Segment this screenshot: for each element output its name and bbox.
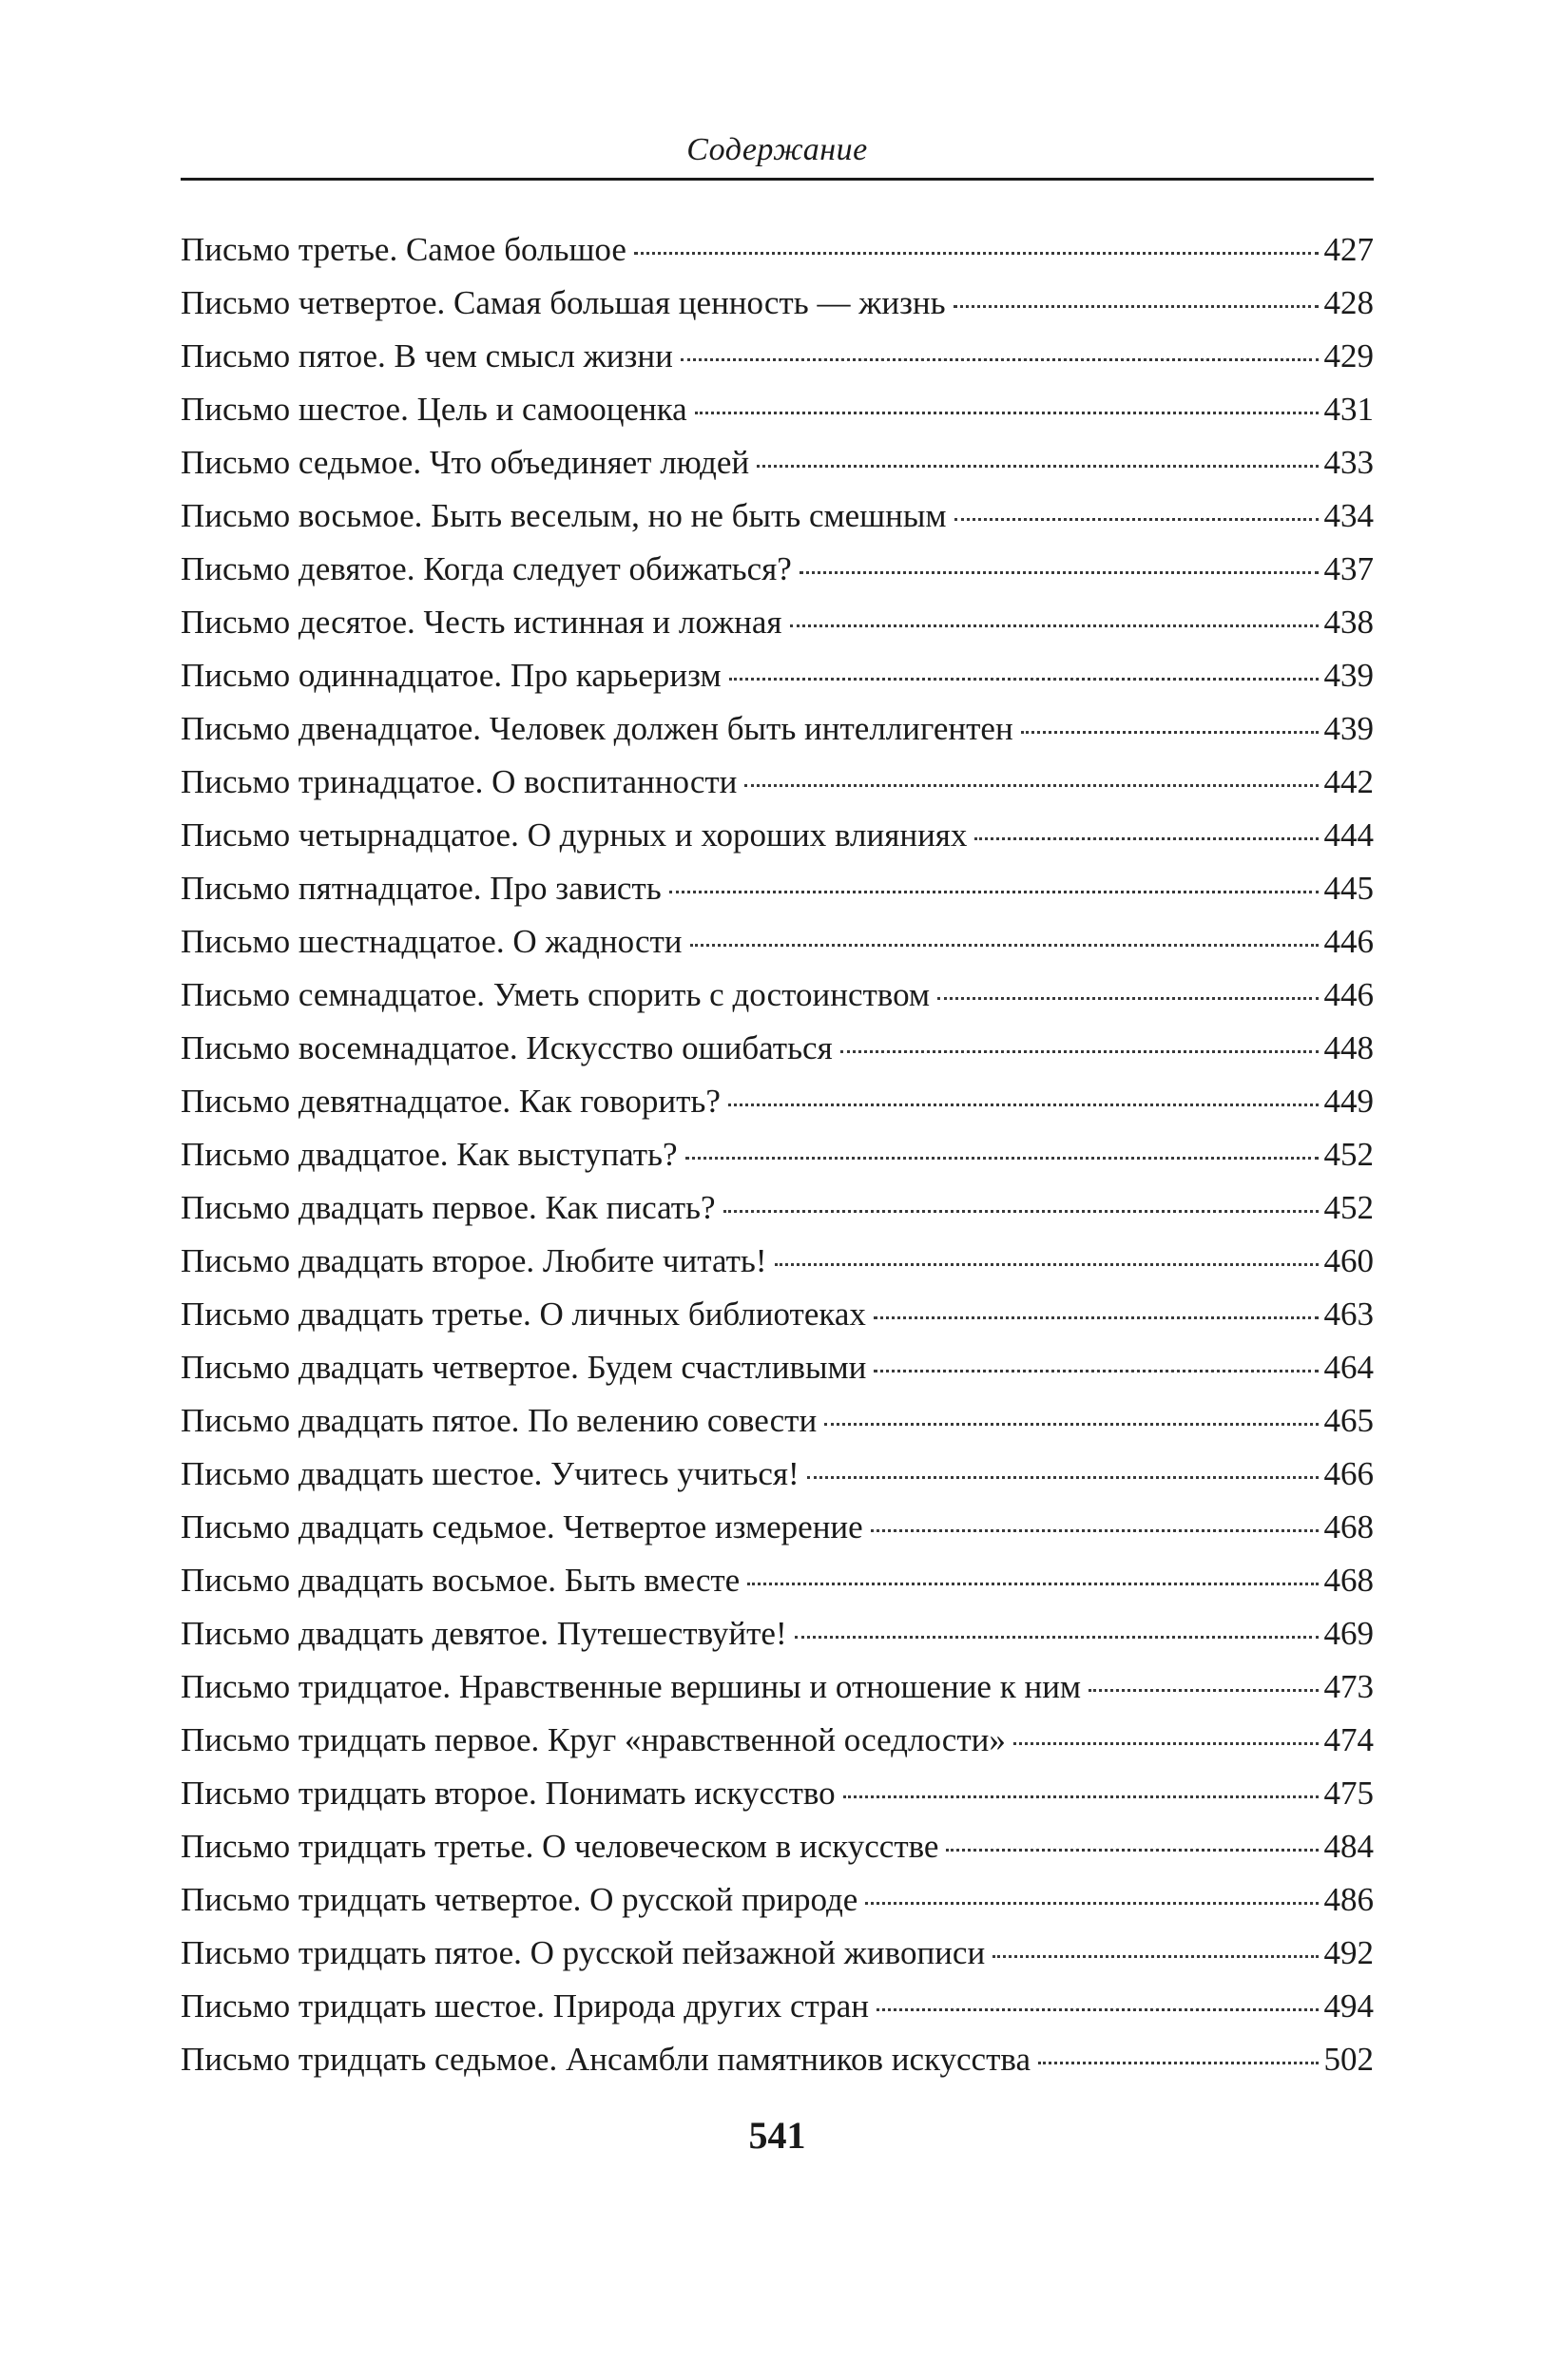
toc-entry-page: 466: [1323, 1455, 1374, 1492]
toc-entry-title: Письмо девятнадцатое. Как говорить?: [181, 1083, 721, 1120]
toc-entry-page: 452: [1323, 1189, 1374, 1226]
toc-entry: [181, 649, 1374, 702]
toc-entry: [181, 436, 1374, 489]
toc-entry: [181, 862, 1374, 915]
dot-leader: [634, 252, 1319, 255]
dot-leader: [1021, 731, 1319, 734]
header-rule: [181, 178, 1374, 181]
toc-entry: [181, 702, 1374, 756]
dot-leader: [946, 1849, 1318, 1852]
toc-entry-title: Письмо двадцать второе. Любите читать!: [181, 1242, 767, 1279]
toc-entry: [181, 1288, 1374, 1341]
dot-leader: [728, 1104, 1319, 1106]
toc-entry-title: Письмо шестнадцатое. О жадности: [181, 923, 683, 960]
toc-entry-page: 473: [1323, 1668, 1374, 1705]
toc-entry-title: Письмо тридцать пятое. О русской пейзажной живописи: [181, 1934, 986, 1971]
toc-entry: [181, 1554, 1374, 1607]
toc-entry-title: Письмо тридцать второе. Понимать искусство: [181, 1775, 836, 1812]
dot-leader: [1038, 2062, 1319, 2064]
toc-entry: [181, 1022, 1374, 1075]
toc-entry-title: Письмо двадцать пятое. По велению совести: [181, 1402, 818, 1439]
toc-entry-title: Письмо десятое. Честь истинная и ложная: [181, 604, 782, 641]
dot-leader: [877, 2008, 1318, 2011]
page-number: 541: [748, 2114, 806, 2157]
toc-entry-title: Письмо двенадцатое. Человек должен быть интеллигентен: [181, 710, 1013, 747]
toc-entry-title: Письмо четвертое. Самая большая ценность — жизнь: [181, 284, 946, 321]
dot-leader: [954, 305, 1319, 308]
toc-entry: [181, 1128, 1374, 1181]
toc-entry: [181, 223, 1374, 277]
toc-entry-title: Письмо двадцатое. Как выступать?: [181, 1136, 678, 1173]
dot-leader: [795, 1636, 1319, 1639]
toc-entry: [181, 756, 1374, 809]
toc-entry: [181, 1448, 1374, 1501]
toc-entry-page: 446: [1323, 923, 1374, 960]
dot-leader: [1089, 1689, 1318, 1692]
toc-entry: [181, 383, 1374, 436]
dot-leader: [775, 1263, 1319, 1266]
toc-entry-page: 486: [1323, 1881, 1374, 1918]
dot-leader: [1013, 1742, 1319, 1745]
dot-leader: [874, 1370, 1318, 1372]
toc-entry-page: 437: [1323, 550, 1374, 587]
toc-entry-page: 468: [1323, 1508, 1374, 1545]
toc-entry-page: 442: [1323, 763, 1374, 800]
toc-entry-title: Письмо пятое. В чем смысл жизни: [181, 337, 673, 374]
toc-entry-title: Письмо двадцать первое. Как писать?: [181, 1189, 716, 1226]
toc-entry-title: Письмо пятнадцатое. Про зависть: [181, 870, 662, 907]
toc-entry-page: 492: [1323, 1934, 1374, 1971]
dot-leader: [729, 678, 1319, 681]
dot-leader: [954, 518, 1319, 521]
dot-leader: [669, 891, 1319, 893]
toc-entry-page: 474: [1323, 1721, 1374, 1758]
toc-entry-title: Письмо двадцать седьмое. Четвертое измерение: [181, 1508, 863, 1545]
toc-entry-page: 433: [1323, 444, 1374, 481]
dot-leader: [690, 944, 1319, 947]
toc-entry-page: 427: [1323, 231, 1374, 268]
toc-entry: [181, 489, 1374, 543]
toc-entry-title: Письмо седьмое. Что объединяет людей: [181, 444, 750, 481]
toc-entry-page: 439: [1323, 657, 1374, 694]
toc-entry-page: 429: [1323, 337, 1374, 374]
toc-entry-page: 452: [1323, 1136, 1374, 1173]
toc-entry: [181, 543, 1374, 596]
toc-entry: [181, 1607, 1374, 1660]
dot-leader: [937, 997, 1318, 1000]
toc-entry-page: 475: [1323, 1775, 1374, 1812]
toc-entry-title: Письмо одиннадцатое. Про карьеризм: [181, 657, 722, 694]
toc-entry: [181, 1075, 1374, 1128]
dot-leader: [865, 1902, 1318, 1905]
toc-entry: [181, 809, 1374, 862]
toc-entry-page: 464: [1323, 1349, 1374, 1386]
toc-entry-title: Письмо тридцать шестое. Природа других стран: [181, 1987, 870, 2025]
toc-entry-page: 446: [1323, 976, 1374, 1013]
toc-entry-page: 463: [1323, 1296, 1374, 1333]
toc-entry-page: 448: [1323, 1029, 1374, 1066]
dot-leader: [685, 1157, 1319, 1160]
toc-entry-title: Письмо тринадцатое. О воспитанности: [181, 763, 738, 800]
toc-entry-page: 494: [1323, 1987, 1374, 2025]
toc-entry-title: Письмо двадцать четвертое. Будем счастливыми: [181, 1349, 867, 1386]
toc-entry: [181, 1927, 1374, 1980]
dot-leader: [871, 1529, 1319, 1532]
dot-leader: [681, 358, 1319, 361]
toc-entry-title: Письмо шестое. Цель и самооценка: [181, 391, 687, 428]
toc-entry: [181, 1820, 1374, 1873]
toc-entry-title: Письмо тридцатое. Нравственные вершины и отношение к ним: [181, 1668, 1082, 1705]
toc-entry-page: 444: [1323, 816, 1374, 854]
dot-leader: [840, 1050, 1319, 1053]
toc-entry-title: Письмо двадцать шестое. Учитесь учиться!: [181, 1455, 800, 1492]
toc-entry-title: Письмо тридцать четвертое. О русской природе: [181, 1881, 858, 1918]
toc-entry-title: Письмо тридцать седьмое. Ансамбли памятников искусства: [181, 2041, 1031, 2078]
toc-entry: [181, 1181, 1374, 1235]
dot-leader: [744, 784, 1318, 787]
toc-entry: [181, 1235, 1374, 1288]
dot-leader: [747, 1583, 1318, 1585]
toc-entry-title: Письмо двадцать третье. О личных библиотеках: [181, 1296, 866, 1333]
toc-entry-page: 445: [1323, 870, 1374, 907]
toc-entry-title: Письмо четырнадцатое. О дурных и хороших влияниях: [181, 816, 968, 854]
toc-entry: [181, 596, 1374, 649]
toc-entry-title: Письмо двадцать девятое. Путешествуйте!: [181, 1615, 787, 1652]
toc-entry: [181, 1660, 1374, 1714]
toc-entry-title: Письмо восьмое. Быть веселым, но не быть смешным: [181, 497, 947, 534]
toc-entry-page: 434: [1323, 497, 1374, 534]
toc-entry: [181, 1767, 1374, 1820]
toc-entry-title: Письмо девятое. Когда следует обижаться?: [181, 550, 792, 587]
toc-entry-title: Письмо третье. Самое большое: [181, 231, 626, 268]
dot-leader: [824, 1423, 1318, 1426]
toc-entry: [181, 1394, 1374, 1448]
dot-leader: [874, 1316, 1319, 1319]
toc-entry-page: 431: [1323, 391, 1374, 428]
toc-entry-page: 460: [1323, 1242, 1374, 1279]
dot-leader: [695, 412, 1319, 414]
dot-leader: [843, 1795, 1319, 1798]
toc-entry-page: 465: [1323, 1402, 1374, 1439]
toc-entry: [181, 2033, 1374, 2086]
toc-entry-page: 428: [1323, 284, 1374, 321]
toc-entry-title: Письмо семнадцатое. Уметь спорить с достоинством: [181, 976, 931, 1013]
running-head: Содержание: [686, 132, 868, 167]
toc-entry-page: 438: [1323, 604, 1374, 641]
dot-leader: [757, 465, 1318, 468]
dot-leader: [807, 1476, 1319, 1479]
toc-entry: [181, 1714, 1374, 1767]
toc-entry: [181, 1873, 1374, 1927]
toc-entry: [181, 915, 1374, 969]
dot-leader: [974, 837, 1318, 840]
table-of-contents: [181, 223, 1374, 2086]
toc-entry-title: Письмо двадцать восьмое. Быть вместе: [181, 1562, 741, 1599]
toc-entry: [181, 969, 1374, 1022]
toc-entry-page: 468: [1323, 1562, 1374, 1599]
toc-entry-title: Письмо восемнадцатое. Искусство ошибаться: [181, 1029, 833, 1066]
toc-entry-title: Письмо тридцать третье. О человеческом в искусстве: [181, 1828, 939, 1865]
toc-entry: [181, 1501, 1374, 1554]
toc-entry-page: 469: [1323, 1615, 1374, 1652]
toc-entry-page: 449: [1323, 1083, 1374, 1120]
toc-entry: [181, 1341, 1374, 1394]
toc-entry-page: 484: [1323, 1828, 1374, 1865]
dot-leader: [992, 1955, 1318, 1958]
toc-entry: [181, 330, 1374, 383]
toc-entry-title: Письмо тридцать первое. Круг «нравственной оседлости»: [181, 1721, 1006, 1758]
toc-entry: [181, 1980, 1374, 2033]
dot-leader: [800, 571, 1319, 574]
dot-leader: [790, 624, 1319, 627]
toc-entry-page: 502: [1323, 2041, 1374, 2078]
dot-leader: [723, 1210, 1319, 1213]
toc-entry-page: 439: [1323, 710, 1374, 747]
toc-entry: [181, 277, 1374, 330]
